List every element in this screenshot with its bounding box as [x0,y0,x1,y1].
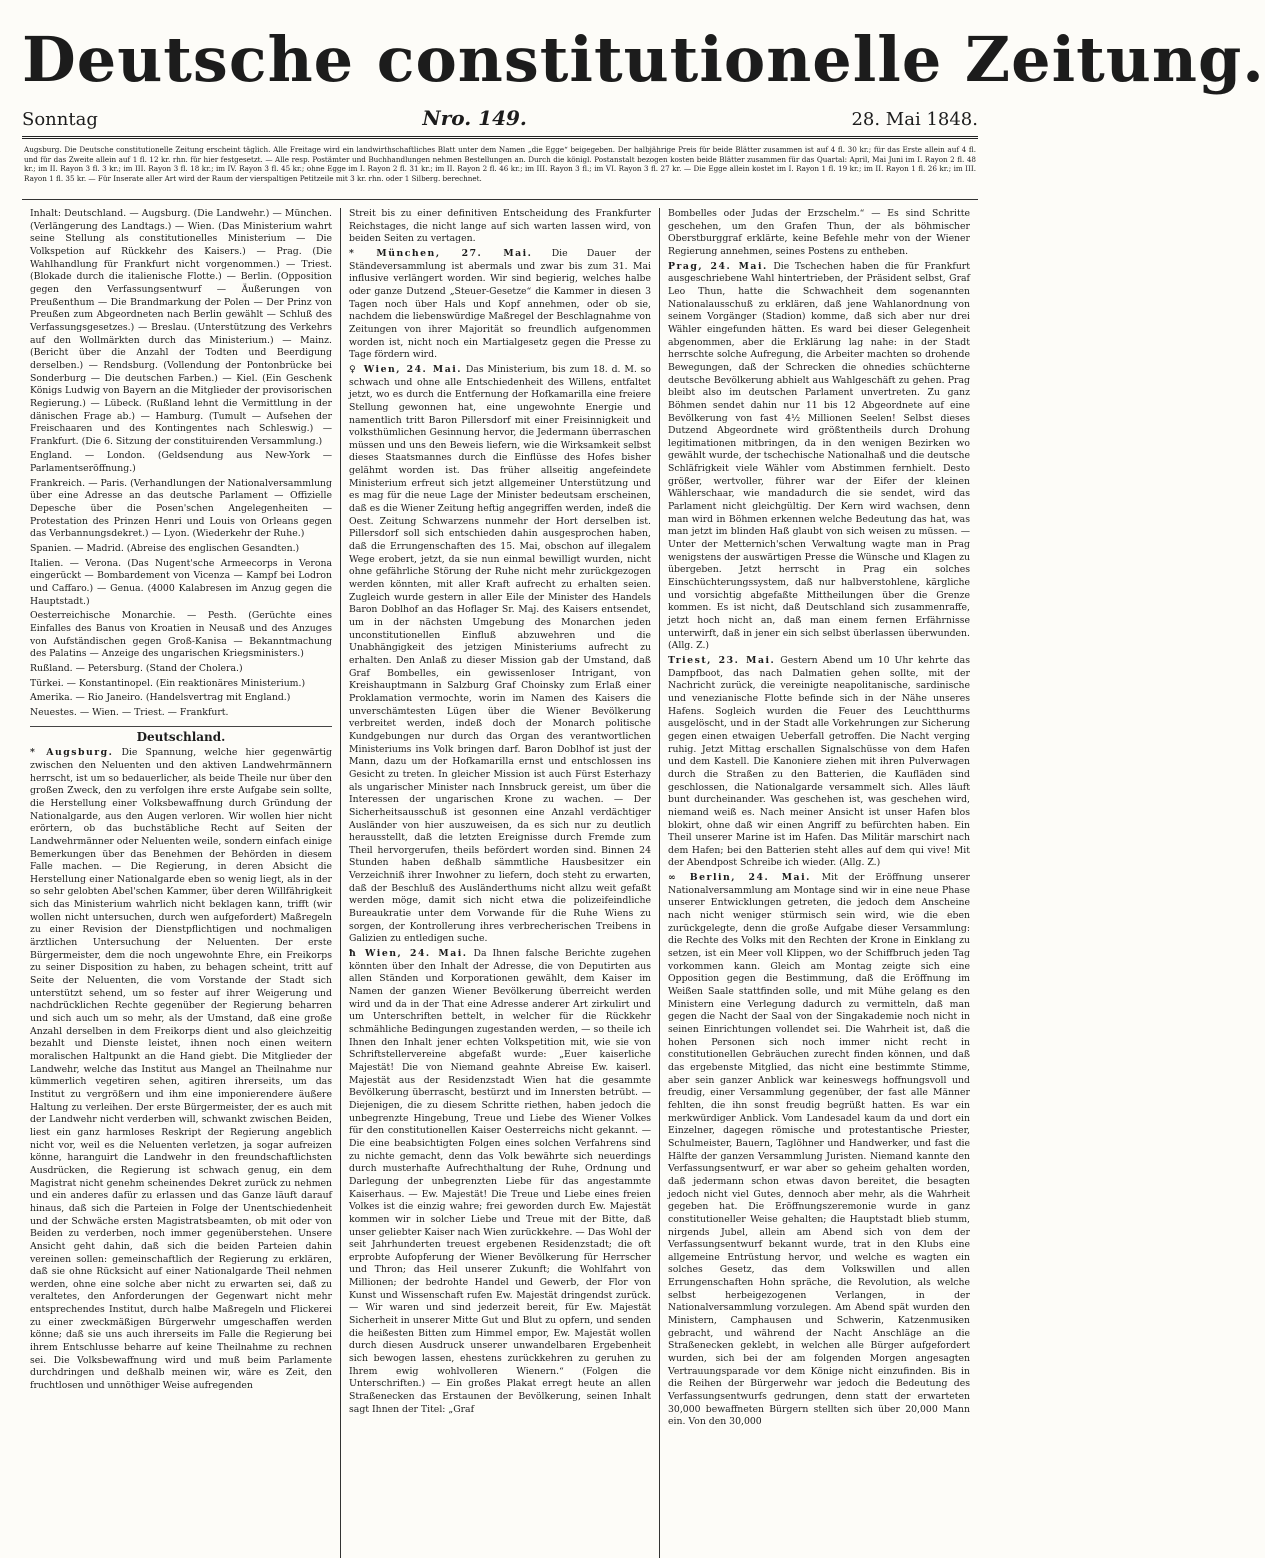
article-wien-1 [349,364,651,946]
contents-italien: Italien. — Verona. (Das Nugent'sche Armeecorps in Verona eingerückt — Bombardement von Vicenza — Kampf bei Lodron und Caffaro.) — Genua. (4000 Kalabresen im Anzug gegen die Hauptstadt.) [30,557,332,607]
contents-tuerkei: Türkei. — Konstantinopel. (Ein reaktionäres Ministerium.) [30,677,306,689]
article-wien-2 [349,948,651,1416]
dateline [22,106,978,139]
article-berlin-dateline: ∞ Berlin, 24. Mai. [668,872,811,884]
article-augsburg-body: Die Spannung, welche hier gegenwärtig zwischen den Neluenten und den aktiven Landwehrmännern herrscht, ist um so bedauerlicher, als beide Theile nur über den großen Zweck, den zu verfolgen ihre erste Aufgabe sein sollte, die Herstellung einer Volksbewaffnung durch Gründung der Nationalgarde, aus den Augen verloren. Wir wollen hier nicht erörtern, ob das buchstäbliche Recht auf Seiten der Landwehrmänner oder Neluenten weile, sondern einfach einige Bemerkungen über das Benehmen der Behörden in diesem Falle machen. — Die Regierung, in deren Absicht die Herstellung einer Nationalgarde eben so wenig liegt, als in der so sehr gelobten Abel'schen Kammer, über deren Willfährigkeit sich das Ministerium wahrlich nicht beklagen kann, trifft (wir wollen nicht untersuchen, durch wen aufgefordert) Maßregeln zu einer Revision der Dienstpflichtigen und nochmaligen ärztlichen Untersuchung der Neluenten. Der erste Bürgermeister, dem die noch ungewohnte Ehre, ein Freikorps zu seiner Disposition zu haben, zu behagen scheint, tritt auf Seite der Neluenten, die vom Vorstande der Stadt sich unterstützt sehend, um so fester auf ihrer Weigerung und nachdrücklichen Rechte gegenüber der Regierung beharren und sich auch um so mehr, als der Umstand, daß eine große Anzahl derselben in dem Freikorps dient und also gleichzeitig bezahlt und Dienste leistet, ihnen noch einen weitern moralischen Haltpunkt an die Hand giebt. Die Mitglieder der Landwehr, welche das Institut aus Mangel an Theilnahme nur kümmerlich vegetiren sehen, agitiren ihrerseits, um das Institut zu vergrößern und ihm eine imponierendere äußere Haltung zu verleihen. Der erste Bürgermeister, der es auch mit der Landwehr nicht verderben will, schwankt zwischen Beiden, liest ein ganz harmloses Reskript der Regierung angeblich nicht vor, weil es die Neluenten verletzen, ja sogar aufreizen könne, haranguirt die Landwehr in den freundschaftlichsten Ausdrücken, die Regierung ist schwach genug, ein dem Magistrat nicht genehm scheinendes Dekret zurück zu nehmen und ein anderes dafür zu erlassen und das Ganze läuft darauf hinaus, daß sich die Parteien in Folge der Unentschiedenheit und der Schwäche ersten Magistratsbeamten, ob mit oder von Beiden zu verderben, noch immer gegenüberstehen. Unsere Ansicht geht dahin, daß sich die beiden Parteien dahin vereinen sollen: gemeinschaftlich der Regierung zu erklären, daß sie ohne Rücksicht auf einer Nationalgarde Theil nehmen werden, ohne eine solche aber nicht zu erwarten sei, daß zu veraltetes, den Anforderungen der Gegenwart nicht mehr entsprechendes Institut, durch halbe Maßregeln und Flickerei zu einer zweckmäßigen Bürgerwehr umgeschaffen werden könne; daß sie uns auch ihrerseits im Falle die Regierung bei ihrem Entschlusse beharre auf keine Theilnahme zu rechnen sei. Die Volksbewaffnung wird und muß beim Parlamente durchdringen und deßhalb meinen wir, wäre es Zeit, den fruchtlosen und unnöthiger Weise aufregenden [30,747,332,1392]
contents-summary: Inhalt: Deutschland. — Augsburg. (Die Landwehr.) — München. (Verlängerung des Landtags.) — Wien. (Das Ministerium wahrt seine Stellung als constitutionelles Ministerium — Die Volkspetion auf Rückkehr des Kaisers.) — Prag. (Die Wahlhandlung für Frankfurt nicht vorgenommen.) — Triest. (Blokade durch die italienische Flotte.) — Berlin. (Opposition gegen den Verfassungsentwurf — Äußerungen von Preußenthum — Die Brandmarkung der Polen — Der Prinz von Preußen zum Abgeordneten nach Berlin gewählt — Schluß des Verfassungsgesetzes.) — Breslau. (Unterstützung des Verkehrs auf den Wollmärkten durch das Ministerium.) — Mainz. (Bericht über die Anzahl der Todten und Beerdigung derselben.) — Rendsburg. (Vollendung der Pontonbrücke bei Sonderburg — Die deutschen Farben.) — Kiel. (Ein Geschenk Königs Ludwig von Bayern an die Mitglieder der provisorischen Regierung.) — Lübeck. (Rußland lehnt die Vermittlung in der dänischen Frage ab.) — Hamburg. (Tumult — Aufsehen der Freischaaren und des Kontingentes nach Schleswig.) — Frankfurt. (Die 6. Sitzung der constituirenden Versammlung.) [30,208,332,447]
article-continuation: Bombelles oder Judas der Erzschelm.“ — Es sind Schritte geschehen, um den Grafen Thun, der als böhmischer Oberstburggraf erklärte, keine Befehle mehr von der Wiener Regierung annehmen, seines Postens zu entheben. [668,208,970,257]
issue-date: 28. Mai 1848. [851,109,978,130]
article-prag [668,261,970,653]
newspaper-page [0,18,1265,1463]
article-muenchen [349,248,651,362]
columns [22,208,978,1558]
contents-spanien: Spanien. — Madrid. (Abreise des englischen Gesandten.) [30,543,300,555]
contents-amerika: Amerika. — Rio Janeiro. (Handelsvertrag mit England.) [30,692,291,704]
subscription-notice: Augsburg. Die Deutsche constitutionelle Zeitung erscheint täglich. Alle Freitage wird ein landwirthschaftliches Blatt unter dem Namen „die Egge“ beigegeben. Der halbjährige Preis für beide Blätter zusammen ist auf 4 fl. 30 kr.; für das Erste allein auf 4 fl. und für das Zweite allein auf 1 fl. 12 kr. rhn. für hier festgesetzt. — Alle resp. Postämter und Buchhandlungen nehmen Bestellungen an. Durch die königl. Postanstalt bezogen kosten beide Blätter zusammen für das Quartal: April, Mai Juni im I. Rayon 2 fl. 48 kr.; im II. Rayon 3 fl. 3 kr.; im III. Rayon 3 fl. 18 kr.; im IV. Rayon 3 fl. 45 kr.; ohne Egge im I. Rayon 2 fl. 31 kr.; im II. Rayon 2 fl. 46 kr.; im III. Rayon 3 fl.; im VI. Rayon 3 fl. 27 kr. — Die Egge allein kostet im I. Rayon 1 fl. 19 kr.; im II. Rayon 1 fl. 26 kr.; im III. Rayon 1 fl. 35 kr. — Für Inserate aller Art wird der Raum der vierspaltigen Petitzeile mit 3 kr. rhn. oder 1 Silberg. berechnet. [22,139,978,200]
column-3 [659,208,978,1558]
contents-oesterreich: Oesterreichische Monarchie. — Pesth. (Gerüchte eines Einfalles des Banus von Kroatien in Neusaß und des Anzuges von Aufständischen gegen Groß-Kanisa — Bekanntmachung des Palatins — Anzeige des ungarischen Kriegsministers.) [30,610,332,660]
issue-day: Sonntag [22,109,98,130]
article-berlin-body: Mit der Eröffnung unserer Nationalversammlung am Montage sind wir in eine neue Phase unserer Entwicklungen getreten, die jedoch dem Anscheine nach nicht weniger stürmisch sein wird, wie die eben zurückgelegte, denn die große Aufgabe dieser Versammlung: die Rechte des Volks mit den Rechten der Krone in Einklang zu setzen, ist ein Meer voll Klippen, wo der Schiffbruch jeden Tag vorkommen kann. Gleich am Montag zeigte sich eine Opposition gegen die Bestimmung, daß die Eröffnung im Weißen Saale stattfinden solle, und mit Mühe gelang es den Ministern eine Verlegung dadurch zu vermitteln, daß man gegen die Nacht der Saal von der Singakademie noch nicht in seinen Einrichtungen vollendet sei. Die Wahrheit ist, daß die hohen Personen sich noch immer nicht recht in constitutionellen Gebräuchen zurecht finden können, und daß das ergebenste Mitglied, das nicht eine bestimmte Stimme, aber sein ganzer Anblick war keineswegs hoffnungsvoll und freudig, einer Versammlung gegenüber, der fast alle Männer fehlten, die ihn sonst freudig begrüßt hatten. Es war ein merkwürdiger Anblick. Vom Landesadel kaum da und dort ein Einzelner, dagegen römische und protestantische Priester, Schulmeister, Bauern, Taglöhner und Handwerker, und fast die Hälfte der ganzen Versammlung Juristen. Niemand kannte den Verfassungsentwurf, er war aber so geheim gehalten worden, daß jedermann schon etwas davon bereitet, die besagten jedoch nicht viel Gutes, dennoch aber mehr, als die Wahrheit gegeben hat. Die Eröffnungszeremonie wurde in ganz constitutioneller Weise gehalten; die Hauptstadt blieb stumm, nirgends Jubel, allein am Abend sich von dem der Verfassungsentwurf bekannt wurde, trat in den Klubs eine allgemeine Entrüstung hervor, und welche es wagten ein solches Gesetz, das dem Volkswillen und allen Errungenschaften Hohn spräche, die Revolution, als welche selbst herbeigezogenen Verlangen, in der Nationalversammlung vorzulegen. Am Abend spät wurden den Ministern, Camphausen und Schwerin, Katzenmusiken gebracht, und während der Nacht Anschläge an die Straßenecken geklebt, in welchen alle Bürger aufgefordert wurden, sich bei der am folgenden Morgen angesagten Vertrauungsparade vor dem Könige nicht einzufinden. Bis in die Reihen der Bürgerwehr war jedoch die Bedeutung des Verfassungsentwurfs gedrungen, denn statt der erwarteten 30,000 bewaffneten Bürgern stellten sich über 20,000 Mann ein. Von den 30,000 [668,872,970,1428]
article-muenchen-body: Die Dauer der Ständeversammlung ist abermals und zwar bis zum 31. Mai influsive verlängert worden. Wir sind begierig, welches halbe oder ganze Dutzend „Steuer-Gesetze“ die Kammer in diesen 3 Tagen noch über Hals und Kopf annehmen, oder ob sie, nachdem die liebenswürdige Maßregel der Beschlagnahme von Zeitungen von ihrer Majorität so freundlich aufgenommen worden ist, nicht noch ein Martialgesetz gegen die Presse zu Tage fördern wird. [349,247,651,361]
article-wien-1-body: Das Ministerium, bis zum 18. d. M. so schwach und ohne alle Entschiedenheit des Willens, entfaltet jetzt, wo es durch die Entfernung der Hofkamarilla eine freiere Stellung gewonnen hat, eine ungewohnte Energie und namentlich tritt Baron Pillersdorf mit einer Freisinnigkeit und volksthümlichen Gesinnung hervor, die Jedermann überraschen müssen und uns den Beweis liefern, wie die Wirksamkeit selbst dieses Staatsmannes durch die Einflüsse des Hofes bisher gelähmt worden ist. Das früher allseitig angefeindete Ministerium erfreut sich jetzt allgemeiner Unterstützung und es mag für die neue Lage der Minister bedeutsam erscheinen, daß es die Wiener Zeitung heftig angegriffen werden, indeß die Oest. Zeitung Schwarzens nunmehr der Hort derselben ist. Pillersdorf soll sich entschieden dahin ausgesprochen haben, daß die Errungenschaften des 15. Mai, obschon auf illegalem Wege erobert, jetzt, da sie nun einmal bewilligt wurden, nicht ohne gefährliche Störung der Ruhe nicht mehr zurückgezogen werden könnten, mit aller Kraft aufrecht zu erhalten seien. Zugleich wurde gestern in aller Eile der Minister des Handels Baron Doblhof an das Hoflager Sr. Maj. des Kaisers entsendet, um in der nächsten Umgebung des Monarchen jeden unconstitutionellen Einfluß abzuwehren und die Unabhängigkeit des jetzigen Ministeriums aufrecht zu erhalten. Den Anlaß zu dieser Mission gab der Umstand, daß Graf Bombelles, ein gewissenloser Intrigant, von Kreishauptmann in Salzburg Graf Choinsky zum Erlaß einer Proklamation vermochte, worin im Namen des Kaisers die unverschämtesten Lügen über die Wiener Bevölkerung verbreitet werden, indeß doch der Monarch politische Kundgebungen nur durch das Organ des verantwortlichen Ministeriums ins Volk bringen darf. Baron Doblhof ist just der Mann, dazu um der Hofkamarilla ernst und entschlossen ins Gesicht zu treten. In gleicher Mission ist auch Fürst Esterhazy als ungarischer Minister nach Innsbruck gereist, um über die Interessen der ungarischen Krone zu wachen. — Der Sicherheitsausschuß ist gesonnen eine Anzahl verdächtiger Ausländer von hier auszuweisen, da es sich nur zu deutlich herausstellt, daß die letzten Ereignisse durch Fremde zum Theil hervorgerufen, theils befördert worden sind. Binnen 24 Stunden haben deßhalb sämmtliche Hausbesitzer ein Verzeichniß ihrer Inwohner zu liefern, doch steht zu erwarten, daß der Beschluß des Ausländerthums nicht allzu weit gefaßt werden möge, damit sich nicht etwa die polizeifeindliche Bureaukratie unter dem Vorwande für die Ruhe Wiens zu sorgen, der Kontrollerung ihres verbrecherischen Treibens in Galizien zu entledigen suche. [349,363,652,945]
article-muenchen-dateline: * München, 27. Mai. [349,247,533,259]
article-continuation: Streit bis zu einer definitiven Entscheidung des Frankfurter Reichstages, die nicht lange auf sich warten lassen wird, von beiden Seiten zu vertagen. [349,208,651,245]
article-prag-dateline: Prag, 24. Mai. [668,260,768,272]
article-triest [668,655,970,870]
article-augsburg-dateline: * Augsburg. [30,747,114,759]
article-augsburg [30,747,332,1392]
issue-number: Nro. 149. [422,106,527,130]
article-wien-1-dateline: ♀ Wien, 24. Mai. [349,363,462,375]
column-2 [340,208,659,1558]
article-prag-body: Die Tschechen haben die für Frankfurt ausgeschriebene Wahl hintertrieben, der Präsident selbst, Graf Leo Thun, hatte die Schwachheit dem sogenannten Nationalausschuß zu erklären, daß jene Wahlanordnung von seinem Vorgänger (Stadion) komme, daß sich aber nur drei Wähler eingefunden hätten. Es ward bei dieser Gelegenheit abgenommen, aber die Erklärung lag nahe: in der Stadt herrschte solche Aufregung, die Arbeiter machten so drohende Bewegungen, daß der Schrecken die ohnedies schüchterne deutsche Bevölkerung abhielt aus Wahlgeschäft zu gehen. Prag bleibt also im deutschen Parlament unvertreten. Zu ganz Böhmen sendet dahin nur 11 bis 12 Abgeordnete auf eine Bevölkerung von fast 4½ Millionen Seelen! Selbst dieses Dutzend Abgeordnete wird größtentheils durch Drohung legitimationen mitbringen, da in den wenigen Bezirken wo gewählt wurde, der tschechische Nationalhaß und die deutsche Schläfrigkeit viele Wähler vom Abstimmen fernhielt. Desto größer, wertvoller, führer war der Eifer der kleinen Wählerschaar, wie mandadurch die sie sendet, wird das Parlament nicht gleichgültig. Der Kern wird wachsen, denn man wird in Böhmen erkennen welche Bedeutung das hat, was man jetzt im blinden Haß glaubt von sich weisen zu müssen. — Unter der Metternich'schen Verwaltung wagte man in Prag wenigstens der auswärtigen Presse die Wünsche und Klagen zu übergeben. Jetzt herrscht in Prag ein solches Einschüchterungssystem, daß nur halbverstohlene, kärgliche und vorsichtig abgefaßte Mittheilungen über die Grenze kommen. Es ist nicht, daß Deutschland sich zusammenraffe, jetzt hoch nicht an, daß man einem fernen Erfährnisse unterwirft, daß in jener ein sich selbst überlassen überwunden. (Allg. Z.) [668,260,970,652]
article-wien-2-dateline: ħ Wien, 24. Mai. [349,948,468,960]
contents-russland: Rußland. — Petersburg. (Stand der Cholera.) [30,662,243,674]
masthead-title: Deutsche constitutionelle Zeitung. [22,23,1265,96]
column-1 [22,208,340,1558]
section-heading-deutschland: Deutschland. [30,726,332,744]
contents-england: England. — London. (Geldsendung aus New-York — Parlamentseröffnung.) [30,450,332,475]
article-wien-2-body: Da Ihnen falsche Berichte zugehen könnten über den Inhalt der Adresse, die von Deputirten aus allen Ständen und Korporationen gewählt, dem Kaiser im Namen der ganzen Wiener Bevölkerung überreicht werden wird und da in der That eine Adresse anderer Art zirkulirt und um Unterschriften bettelt, in welcher für die Rückkehr schmähliche Bedingungen zugestanden werden, — so theile ich Ihnen den Inhalt jener echten Volkspetition mit, wie sie von Schriftstellervereine abgefaßt wurde: „Euer kaiserliche Majestät! Die von Niemand geahnte Abreise Ew. kaiserl. Majestät aus der Residenzstadt Wien hat die gesammte Bevölkerung überrascht, bestürzt und im Innersten betrübt. — Diejenigen, die zu diesem Schritte riethen, haben jedoch die unbegrenzte Hingebung, Treue und Liebe des Wiener Volkes für den constitutionellen Kaiser Oesterreichs nicht gekannt. — Die eine beabsichtigten Folgen eines solchen Verfahrens sind zu nichte gemacht, denn das Volk bewährte sich neuerdings durch musterhafte Aufrechthaltung der Ruhe, Ordnung und Darlegung der unbegrenzten Liebe für das angestammte Kaiserhaus. — Ew. Majestät! Die Treue und Liebe eines freien Volkes ist die einzig wahre; frei geworden durch Ew. Majestät kommen wir in solcher Liebe und Treue mit der Bitte, daß unser geliebter Kaiser nach Wien zurückkehre. — Das Wohl der seit Jahrhunderten treuest ergebenen Residenzstadt; die oft erprobte Aufopferung der Wiener Bevölkerung für Herrscher und Thron; das Heil unserer Zukunft; die Wohlfahrt von Millionen; der bedrohte Handel und Gewerb, der Flor von Kunst und Wissenschaft rufen Ew. Majestät dringendst zurück. — Wir waren und sind jederzeit bereit, für Ew. Majestät Sicherheit in unserer Mitte Gut und Blut zu opfern, und senden die heißesten Bitten zum Himmel empor, Ew. Majestät wollen durch diesen Ausdruck unserer unwandelbaren Ergebenheit sich bewogen lassen, ehestens zurückkehren zu geruhen zu Ihrem ewig wohlvolleren Wienern.“ (Folgen die Unterschriften.) — Ein großes Plakat erregt heute an allen Straßenecken das Erstaunen der Bevölkerung, seinen Inhalt sagt Ihnen der Titel: „Graf [349,948,651,1415]
contents-frankreich: Frankreich. — Paris. (Verhandlungen der Nationalversammlung über eine Adresse an das deutsche Parlament — Offizielle Depesche über die Posen'schen Angelegenheiten — Protestation des Prinzen Henri und Louis von Orleans gegen das Verbannungsdekret.) — Lyon. (Wiederkehr der Ruhe.) [30,477,332,540]
article-berlin [668,872,970,1429]
article-triest-dateline: Triest, 23. Mai. [668,654,776,666]
article-triest-body: Gestern Abend um 10 Uhr kehrte das Dampfboot, das nach Dalmatien gehen sollte, mit der Nachricht zurück, die vereinigte neapolitanische, sardinische und venezianische Flotte befinde sich in der Nähe unseres Hafens. Sogleich wurden die Feuer des Leuchtthurms ausgelöscht, und in der Stadt alle Vorkehrungen zur Sicherung gegen einen etwaigen Ueberfall getroffen. Die Nacht verging ruhig. Jetzt Mittag erschallen Signalschüsse von dem Hafen und dem Kastell. Die Kanoniere ziehen mit ihren Pulverwagen durch die Straßen zu den Batterien, die Kaufläden sind geschlossen, die Nationalgarde versammelt sich. Alles läuft bunt durcheinander. Was geschehen ist, was geschehen wird, niemand weiß es. Nach meiner Ansicht ist unser Hafen blos blokirt, ohne daß wir einen Angriff zu befürchten haben. Ein Theil unserer Marine ist im Hafen. Das Militär marschirt nach dem Hafen; bei den Batterien steht alles auf dem qui vive! Mit der Abendpost Schreibe ich wieder. (Allg. Z.) [668,654,970,869]
contents-neuestes: Neuestes. — Wien. — Triest. — Frankfurt. [30,706,229,718]
